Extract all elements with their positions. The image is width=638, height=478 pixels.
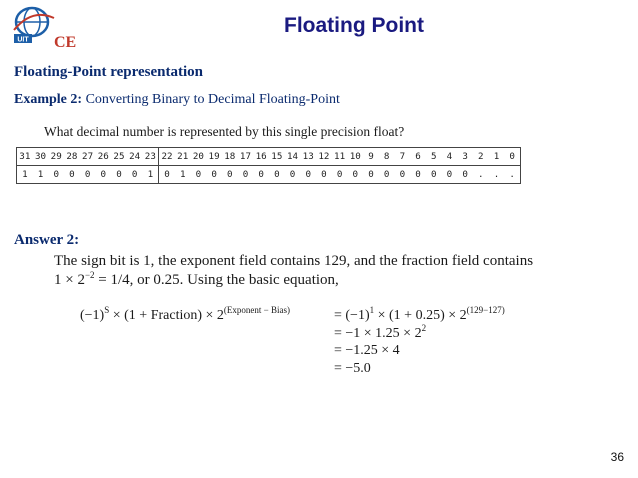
bit-value-cell: 0 bbox=[347, 166, 363, 184]
bit-value-cell: 1 bbox=[17, 166, 33, 184]
bit-position-cell: 11 bbox=[332, 148, 348, 166]
bit-value-cell: 0 bbox=[64, 166, 80, 184]
bit-position-cell: 24 bbox=[127, 148, 143, 166]
bit-position-cell: 31 bbox=[17, 148, 33, 166]
bit-value-cell: 0 bbox=[222, 166, 238, 184]
bit-position-row bbox=[17, 148, 521, 166]
answer-line-2 bbox=[54, 271, 574, 290]
bit-value-cell: 0 bbox=[159, 166, 175, 184]
fraction-base: 1 × 2 bbox=[54, 272, 85, 288]
equation-rhs-1 bbox=[334, 305, 505, 324]
equation-rhs-3: = −1.25 × 4 bbox=[334, 343, 400, 358]
bit-value-cell: . bbox=[504, 166, 520, 184]
bit-position-cell: 27 bbox=[80, 148, 96, 166]
bit-position-cell: 0 bbox=[504, 148, 520, 166]
bit-position-cell: 22 bbox=[159, 148, 175, 166]
fraction-exponent: −2 bbox=[84, 270, 95, 280]
rhs2-main: = −1 × 1.25 × 2 bbox=[334, 325, 422, 341]
equation-lhs bbox=[80, 305, 334, 324]
bit-table bbox=[16, 147, 521, 184]
bit-position-cell: 9 bbox=[363, 148, 379, 166]
bit-position-cell: 12 bbox=[316, 148, 332, 166]
bit-position-cell: 25 bbox=[111, 148, 127, 166]
bit-position-cell: 28 bbox=[64, 148, 80, 166]
example-text: Converting Binary to Decimal Floating-Point bbox=[85, 92, 340, 107]
bit-value-cell: 0 bbox=[48, 166, 64, 184]
bit-value-cell: . bbox=[473, 166, 489, 184]
bit-value-cell: 1 bbox=[143, 166, 159, 184]
bit-value-cell: 0 bbox=[191, 166, 207, 184]
bit-position-cell: 8 bbox=[379, 148, 395, 166]
fraction-rest: = 1/4, or 0.25. Using the basic equation, bbox=[94, 272, 339, 288]
bit-position-cell: 20 bbox=[191, 148, 207, 166]
example-label: Example 2: bbox=[14, 92, 83, 107]
bit-value-cell: 1 bbox=[175, 166, 191, 184]
equation-block bbox=[80, 305, 505, 378]
bit-value-cell: 1 bbox=[33, 166, 49, 184]
bit-value-cell: 0 bbox=[363, 166, 379, 184]
bit-position-cell: 29 bbox=[48, 148, 64, 166]
bit-value-cell: 0 bbox=[442, 166, 458, 184]
answer-label: Answer 2: bbox=[14, 232, 80, 248]
bit-position-cell: 26 bbox=[95, 148, 111, 166]
bit-position-cell: 18 bbox=[222, 148, 238, 166]
lhs-main: (−1) bbox=[80, 308, 105, 323]
bit-position-cell: 15 bbox=[269, 148, 285, 166]
bit-position-cell: 6 bbox=[410, 148, 426, 166]
equation-row-1 bbox=[80, 305, 505, 326]
equation-rhs-2 bbox=[334, 322, 427, 342]
rhs1-main: = (−1) bbox=[334, 308, 370, 323]
bit-value-cell: 0 bbox=[80, 166, 96, 184]
rhs1-sup: 1 bbox=[369, 305, 375, 315]
bit-value-cell: 0 bbox=[253, 166, 269, 184]
bit-value-cell: 0 bbox=[238, 166, 254, 184]
bit-position-cell: 1 bbox=[489, 148, 505, 166]
bit-value-cell: 0 bbox=[332, 166, 348, 184]
bit-position-cell: 23 bbox=[143, 148, 159, 166]
equation-rhs-4: = −5.0 bbox=[334, 360, 371, 376]
bit-position-cell: 3 bbox=[457, 148, 473, 166]
bit-value-cell: 0 bbox=[206, 166, 222, 184]
bit-value-row bbox=[17, 166, 521, 184]
question-text: What decimal number is represented by this single precision float? bbox=[44, 124, 405, 139]
svg-text:UIT: UIT bbox=[17, 36, 29, 44]
lhs-mid: × (1 + Fraction) × 2 bbox=[109, 308, 224, 323]
bit-position-cell: 16 bbox=[253, 148, 269, 166]
rhs2-sup: 2 bbox=[421, 322, 427, 333]
bit-position-cell: 13 bbox=[300, 148, 316, 166]
bit-value-cell: 0 bbox=[95, 166, 111, 184]
bit-position-cell: 21 bbox=[175, 148, 191, 166]
bit-value-cell: . bbox=[489, 166, 505, 184]
bit-value-cell: 0 bbox=[395, 166, 411, 184]
equation-row-3 bbox=[80, 343, 505, 361]
bit-value-cell: 0 bbox=[410, 166, 426, 184]
bit-position-cell: 17 bbox=[238, 148, 254, 166]
bit-value-cell: 0 bbox=[127, 166, 143, 184]
rhs1-mid: × (1 + 0.25) × 2 bbox=[374, 308, 467, 323]
example-heading bbox=[14, 92, 340, 108]
bit-position-cell: 30 bbox=[33, 148, 49, 166]
bit-value-cell: 0 bbox=[316, 166, 332, 184]
lhs-sup-s: S bbox=[104, 305, 110, 315]
bit-position-cell: 2 bbox=[473, 148, 489, 166]
bit-position-cell: 10 bbox=[347, 148, 363, 166]
answer-paragraph bbox=[54, 252, 574, 290]
lhs-sup-exponent: (Exponent − Bias) bbox=[223, 305, 290, 315]
bit-value-cell: 0 bbox=[457, 166, 473, 184]
bit-value-cell: 0 bbox=[111, 166, 127, 184]
equation-row-4 bbox=[80, 361, 505, 379]
equation-row-2 bbox=[80, 322, 505, 344]
svg-text:CE: CE bbox=[54, 34, 76, 51]
bit-position-cell: 4 bbox=[442, 148, 458, 166]
page-title: Floating Point bbox=[284, 14, 424, 37]
bit-value-cell: 0 bbox=[285, 166, 301, 184]
page-number: 36 bbox=[610, 450, 624, 464]
bit-value-cell: 0 bbox=[379, 166, 395, 184]
bit-value-cell: 0 bbox=[426, 166, 442, 184]
bit-position-cell: 5 bbox=[426, 148, 442, 166]
bit-position-cell: 7 bbox=[395, 148, 411, 166]
bit-value-cell: 0 bbox=[300, 166, 316, 184]
bit-position-cell: 19 bbox=[206, 148, 222, 166]
bit-position-cell: 14 bbox=[285, 148, 301, 166]
rhs1-sup-exponent: (129−127) bbox=[466, 305, 505, 315]
bit-value-cell: 0 bbox=[269, 166, 285, 184]
section-subtitle: Floating-Point representation bbox=[14, 64, 204, 80]
answer-line-1: The sign bit is 1, the exponent field contains 129, and the fraction field contains bbox=[54, 253, 534, 269]
